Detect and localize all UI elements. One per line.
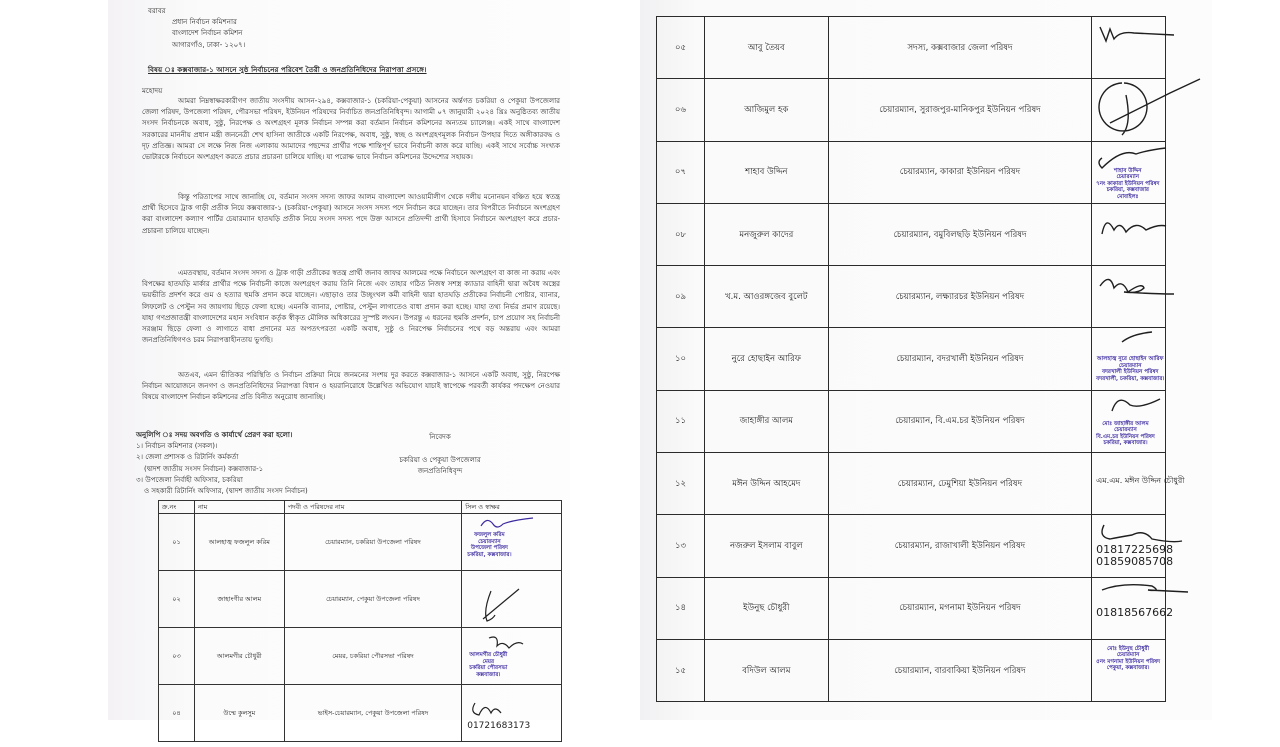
serial-cell: ১১ — [657, 390, 705, 452]
phone-number: 01817225698 — [1096, 543, 1174, 557]
signature-cell — [462, 685, 562, 742]
name-cell: নজরুল ইসলাম বাবুল — [704, 515, 828, 577]
signature-cell — [1092, 453, 1185, 515]
signature-cell — [1092, 515, 1174, 577]
copy-to-item: ১। নির্বাচন কমিশনার (সকল)। — [136, 442, 218, 451]
table-row — [159, 514, 562, 571]
column-header-serial: ক্র.নং — [159, 501, 195, 514]
designation-cell: চেয়ারম্যান, মগনামা ইউনিয়ন পরিষদ — [828, 577, 1091, 639]
designation-cell: মেয়র, চকরিয়া পৌরসভা পরিষদ — [284, 628, 462, 685]
designation-cell: চেয়ারম্যান, বদরখালী ইউনিয়ন পরিষদ — [828, 328, 1091, 390]
name-cell: জাহাঙ্গীর আলম — [704, 390, 828, 452]
table-row — [159, 685, 562, 742]
name-cell: খ.ম. আওরঙ্গজেব বুলেট — [704, 266, 828, 328]
table-row — [657, 17, 1166, 79]
serial-cell: ১২ — [657, 453, 705, 515]
official-stamp: মোঃ জাহাঙ্গীর আলম চেয়ারম্যান বি.এম.চর ইউনিয়ন পরিষদ চকরিয়া, কক্সবাজার। — [1096, 420, 1155, 447]
signature-cell — [1092, 266, 1166, 328]
designation-cell: চেয়ারম্যান, রাজাখালী ইউনিয়ন পরিষদ — [828, 515, 1091, 577]
table-row — [657, 390, 1166, 452]
official-stamp: ফজলুল করিম চেয়ারম্যান উপজেলা পরিষদ চকরিয়া, কক্সবাজার। — [467, 532, 512, 558]
body-paragraph: কিন্তু পরিতাপের সাথে জানাচ্ছি যে, বর্তমান সংসদ সদস্য জাফর আলম বাংলাদেশ আওয়ামীলীগ থেকে দলীয় মনোনয়ন বঞ্চিত হয়ে স্বতন্ত্র প্রার্থী হিসেবে ট্রাক গাড়ী প্রতীক নিয়ে কক্সবাজার-১ (চকরিয়া-পেকুয়া) আসনে সংসদ সদস্য পদে নির্বাচন করে যাচ্ছেন। তার বিপরীতে নির্বাচনে অংশগ্রহণ করা বাংলাদেশ কল্যাণ পার্টির চেয়ারম্যান হাতঘড়ি প্রতীক নিয়ে সংসদ সদস্য পদে উক্ত আসনে প্রতিদন্দী প্রার্থী হিসাবে নির্বাচনে অংশগ্রহণ করে প্রচার-প্রচারনা চালিয়ে যাচ্ছেন। — [142, 193, 560, 235]
serial-cell: ০৬ — [657, 79, 705, 141]
signature-mark — [461, 685, 591, 747]
signature-mark — [461, 571, 591, 633]
salutation: মহোদয় — [142, 87, 163, 95]
sender-line: জনপ্রতিনিধিবৃন্দ — [417, 467, 463, 476]
signature-cell — [1092, 328, 1166, 390]
serial-cell: ০৫ — [657, 17, 705, 79]
phone-number: 01721683173 — [467, 721, 531, 731]
name-cell: জাহাংগীর আলম — [194, 571, 284, 628]
signature-mark — [1092, 266, 1222, 328]
designation-cell: চেয়ারম্যান, লক্ষ্যারচর ইউনিয়ন পরিষদ — [828, 266, 1091, 328]
official-stamp: আলমগীর চৌধুরী মেয়র চকরিয়া পৌরসভা কক্সবাজার। — [469, 652, 508, 678]
table-row — [657, 515, 1166, 577]
name-cell: আজিমুল হক — [704, 79, 828, 141]
copy-to-item: ও সহকারী রিটার্নিং অফিসার, (দ্বাদশ জাতীয় সংসদ নির্বাচন) — [144, 487, 308, 496]
signatories-table — [158, 500, 562, 742]
name-cell: বদিউল আলম — [704, 639, 828, 701]
designation-cell: চেয়ারম্যান, ঢেমুশিয়া ইউনিয়ন পরিষদ — [828, 453, 1091, 515]
signature-cell — [462, 514, 562, 571]
serial-cell: ০৯ — [657, 266, 705, 328]
table-row — [657, 639, 1166, 701]
signatories-page — [640, 0, 1212, 720]
address-line: আগারগাঁও, ঢাকা- ১২০৭। — [172, 40, 246, 49]
letter-subject: বিষয় ঃ কক্সবাজার-১ আসনে সুষ্ঠ নির্বাচনের পরিবেশ তৈরী ও জনপ্রতিনিধিদের নিরাপত্তা প্রসঙ্গে। — [148, 65, 427, 74]
signature-cell — [1092, 79, 1166, 141]
signature-mark — [1092, 204, 1222, 266]
signature-cell — [1092, 141, 1166, 203]
signature-cell — [1092, 203, 1166, 265]
table-row — [657, 577, 1166, 639]
signature-cell — [1092, 17, 1166, 79]
address-line: বাংলাদেশ নির্বাচন কমিশন — [172, 29, 243, 38]
signature-mark — [1092, 79, 1222, 141]
column-header-signature: সিল ও স্বাক্ষর — [462, 501, 562, 514]
name-cell: মনজুরুল কাদের — [704, 203, 828, 265]
table-row — [657, 453, 1166, 515]
address-line: প্রধান নির্বাচন কমিশনার — [172, 18, 237, 27]
signatories-table-continued — [656, 16, 1185, 702]
designation-cell: সদস্য, কক্সবাজার জেলা পরিষদ — [828, 17, 1091, 79]
table-row — [657, 141, 1166, 203]
copy-to-heading: অনুলিপি ঃ সদয় অবগতি ও কার্যার্থে প্রেরণ করা হলো। — [136, 431, 293, 439]
table-row — [657, 266, 1166, 328]
sender-line: চকরিয়া ও পেকুয়া উপজেলার — [399, 456, 481, 465]
address-to: বরাবর — [148, 7, 166, 15]
name-cell: মঈন উদ্দিন আহমেদ — [704, 453, 828, 515]
column-header-name: নাম — [194, 501, 284, 514]
table-row — [159, 571, 562, 628]
serial-cell: ০৮ — [657, 203, 705, 265]
phone-number: এম.এম. মঈন উদ্দিন চৌধুরী — [1096, 476, 1185, 486]
designation-cell: চেয়ারম্যান, চকরিয়া উপজেলা পরিষদ — [284, 514, 462, 571]
serial-cell: ১৩ — [657, 515, 705, 577]
table-row — [159, 628, 562, 685]
signature-cell — [462, 571, 562, 628]
column-header-designation: পদবী ও পরিষদের নাম — [284, 501, 462, 514]
official-stamp: আলহাজ্ব নুরে হোছাইন আরিফ চেয়ারম্যান বদরখালী ইউনিয়ন পরিষদ বদরখালী, চকরিয়া, কক্সবাজার। — [1096, 356, 1165, 382]
sender-block — [370, 432, 510, 478]
official-stamp: মোঃ ইউনুছ চৌধুরী চেয়ারম্যান ৫নং মগনামা ইউনিয়ন পরিষদ পেকুয়া, কক্সবাজার। — [1096, 645, 1161, 672]
serial-cell: ০৭ — [657, 141, 705, 203]
copy-to-item: (দ্বাদশ জাতীয় সংসদ নির্বাচন) কক্সবাজার-১ — [144, 464, 264, 473]
serial-cell: ০১ — [159, 514, 195, 571]
designation-cell: চেয়ারম্যান, সুরাজপুর-মানিকপুর ইউনিয়ন পরিষদ — [828, 79, 1091, 141]
signature-cell — [1092, 577, 1174, 639]
sender-label: নিবেদক — [429, 433, 451, 441]
signature-mark — [1092, 17, 1222, 79]
serial-cell: ০২ — [159, 571, 195, 628]
serial-cell: ১৪ — [657, 577, 705, 639]
designation-cell: চেয়ারম্যান, বমুবিলছড়ি ইউনিয়ন পরিষদ — [828, 203, 1091, 265]
copy-to-item: ৩। উপজেলা নির্বাহী অফিসার, চকরিয়া — [136, 475, 243, 484]
signature-cell — [1092, 639, 1166, 701]
copy-to-list — [136, 430, 308, 497]
name-cell: আবু তৈয়ব — [704, 17, 828, 79]
serial-cell: ০৪ — [159, 685, 195, 742]
designation-cell: চেয়ারম্যান, কাকারা ইউনিয়ন পরিষদ — [828, 141, 1091, 203]
serial-cell: ০৩ — [159, 628, 195, 685]
signature-cell — [462, 628, 562, 685]
official-stamp: শাহাব উদ্দিন চেয়ারম্যান ৭নং কাকারা ইউনিয়ন পরিষদ চকরিয়া, কক্সবাজার মোবাইলঃ — [1096, 167, 1160, 200]
designation-cell: ভাইস-চেয়ারম্যান, পেকুয়া উপজেলা পরিষদ — [284, 685, 462, 742]
body-paragraph: এমতবস্থায়, বর্তমান সংসদ সদস্য ও ট্রাক গাড়ী প্রতীকের স্বতন্ত্র প্রার্থী জনাব জাফর আলমের পক্ষে নির্বাচনে অংশগ্রহণ বা কাজ না করায় এবং বিপক্ষের হাতঘড়ি মার্কার প্রার্থীর পক্ষে নির্বাচনী কাজে অংশগ্রহণ করায় তিনি নিজে এবং তাহার গঠিত নিজস্ব সশস্ত্র ক্যাডার বাহিনী দ্বারা অবৈধ অস্ত্রের ভয়ভীতি প্রদর্শণ করে গুম ও হত্যার হুমকি প্রদান করে যাচ্ছেন। এছাড়াও তার উচ্ছৃংখল কর্মী বাহিনী দ্বারা হাতঘড়ি প্রতীকের নির্বাচনী পোষ্টার, ব্যানার, লিফলেট ও পেস্টুন সব জায়গায় ছিড়ে ফেলা হচ্ছে। এমনকি ব্যানার, পোষ্টার, পেস্টুন লাগাতেও বাধা প্রদান করা হচ্ছে। যাহা তথ্য নির্ভর প্রমাণ রয়েছে। যাহা গণপ্রজাতন্ত্রী বাংলাদেশের মহান সংবিধান কর্তৃক স্বীকৃত মৌলিক অধিকারের সুস্পষ্ট লংঘন। উপরন্তু এ ধরনের হুমকি প্রদর্শন, চাপ প্রয়োগ সহ নির্বাচনী সরঞ্জাম ছিড়ে ফেলা ও লাগাতে বাধা প্রদানের মত অপতৎপরতা একটি অবাধ, সুষ্ঠু ও নিরপেক্ষ নির্বাচনের পথে বড় অন্তরায় এবং আমরা জনপ্রতিনিধিগণও চরম নিরাপত্তাহীনতায় ভুগছি। — [142, 269, 560, 345]
body-paragraph: আমরা নিম্নস্বাক্ষরকারীগণ জাতীয় সংসদীয় আসন-২৯৪, কক্সবাজার-১ (চকরিয়া-পেকুয়া) আসনের অর্ন্তগত চকরিয়া ও পেকুয়া উপজেলার জেলা পরিষদ, উপজেলা পরিষদ, পৌরসভা পরিষদ, ইউনিয়ন পরিষদের নির্বাচিত জনপ্রতিনিধিবৃন্দ। আগামী ০৭ জানুয়ারী ২০২৪ খ্রিঃ অনুষ্ঠিতব্য জাতীয় সংসদ নির্বাচনকে অবাধ, সুষ্ঠু, নিরপেক্ষ ও অংশগ্রহণ মূলক নির্বাচন সম্পন্ন করা বর্তমান নির্বাচন কমিশনের অন্যতম চ্যালেঞ্জ। একই সাথে বাংলাদেশ সরকারের মাননীয় প্রধান মন্ত্রী জননেত্রী শেখ হাসিনা জাতীকে একটি নিরপেক্ষ, অবাধ, সুষ্ঠু, স্বচ্ছ ও অংশগ্রহণমূলক নির্বাচন উপহার দিতে অঙ্গীকারবদ্ধ ও দৃঢ় প্রতিজ্ঞ। আমরা সে লক্ষে নিজ নিজ এলাকায় আমাদের পছন্দের প্রার্থীর পক্ষে শান্তিপূর্ণ ভাবে নির্বাচনী কাজ করে যাচ্ছি। একই সাথে সর্বোচ্চ সংখ্যক ভোটারকে নির্বাচনে অংশগ্রহণ করতে প্রচার প্রচারনা চালিয়ে যাচ্ছি। যা পরোক্ষ ভাবে নির্বাচন কমিশনের উদ্দেশ্যের সহায়ক। — [142, 97, 560, 162]
letter-page — [108, 0, 570, 731]
serial-cell: ১৫ — [657, 639, 705, 701]
copy-to-item: ২। জেলা প্রশাসক ও রিটার্নিং কর্মকর্তা — [136, 453, 239, 462]
designation-cell: চেয়ারম্যান, পেকুয়া উপজেলা পরিষদ — [284, 571, 462, 628]
name-cell: ইউনুছ চৌধুরী — [704, 577, 828, 639]
name-cell: আলমগীর চৌধুরী — [194, 628, 284, 685]
table-row — [657, 203, 1166, 265]
name-cell: উম্মে কুলসুম — [194, 685, 284, 742]
body-paragraph: অতএব, এমন ভীতিকর পরিস্থিতি ও নির্বাচন প্রক্রিয়া নিয়ে জনমনের সংশয় দুর করতে কক্সবাজার-১ আসনে একটি অবাধ, সুষ্ঠু, নিরপেক্ষ নির্বাচন আয়োজনে জনগণ ও জনপ্রতিনিধিদের নিরাপত্তা বিধান ও হয়রানিরোধে উল্লেখিত অভিযোগ যাচাই স্বাপেক্ষে পরবর্তী কার্যকর পদক্ষেপ নেওয়ার বিষয়ে বাংলাদেশ নির্বাচন কমিশনের প্রতি বিনীত অনুরোধ জানাচ্ছি। — [142, 371, 560, 402]
recipient-address — [148, 6, 245, 51]
designation-cell: চেয়ারম্যান, বি.এম.চর ইউনিয়ন পরিষদ — [828, 390, 1091, 452]
table-row — [657, 79, 1166, 141]
name-cell: আলহাজ্ব ফজলুল করিম — [194, 514, 284, 571]
name-cell: শাহাব উদ্দিন — [704, 141, 828, 203]
phone-number: 01859085708 — [1096, 555, 1174, 569]
designation-cell: চেয়ারম্যান, বারবাকিয়া ইউনিয়ন পরিষদ — [828, 639, 1091, 701]
signature-cell — [1092, 390, 1166, 452]
table-row — [657, 328, 1166, 390]
phone-number: 01818567662 — [1096, 605, 1174, 619]
table-header-row — [159, 501, 562, 514]
name-cell: নুরে হোছাইন আরিফ — [704, 328, 828, 390]
serial-cell: ১০ — [657, 328, 705, 390]
